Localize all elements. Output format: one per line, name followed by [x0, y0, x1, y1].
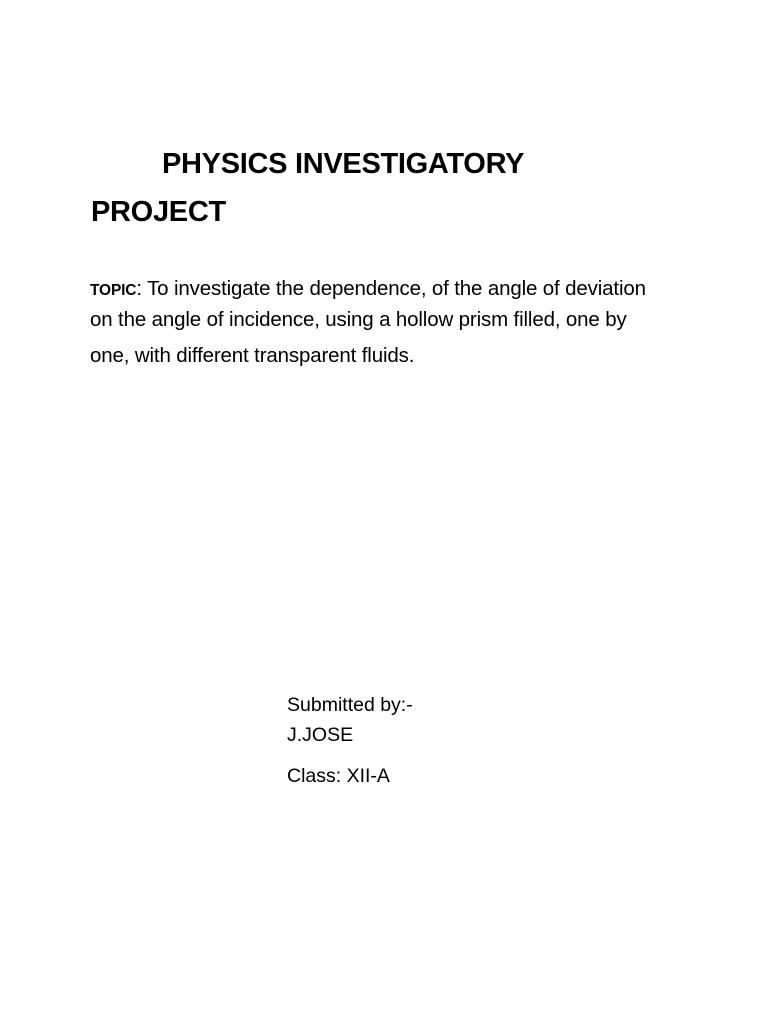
title-line-1: PHYSICS INVESTIGATORY	[162, 148, 525, 180]
topic-label: TOPIC	[90, 282, 137, 299]
topic-line-2: on the angle of incidence, using a hollow prism filled, one by	[90, 308, 627, 331]
topic-line-3: one, with different transparent fluids.	[90, 344, 415, 367]
title-line-2: PROJECT	[91, 196, 226, 228]
class-info: Class: XII-A	[287, 765, 390, 787]
topic-line-1	[90, 276, 646, 304]
topic-text-1: : To investigate the dependence, of the angle of deviation	[136, 277, 646, 300]
submitter-name: J.JOSE	[287, 724, 354, 746]
submitted-by-label: Submitted by:-	[287, 694, 413, 716]
